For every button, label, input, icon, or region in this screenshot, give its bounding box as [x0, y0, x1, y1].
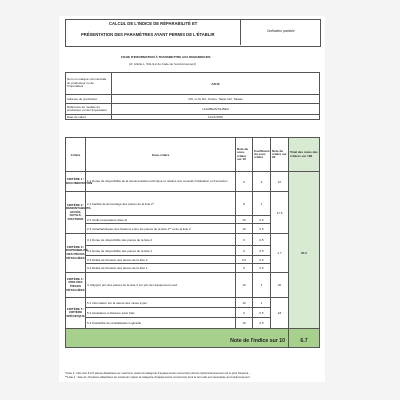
subcriterion-coef: 0.5 — [253, 318, 271, 329]
intro-line1: FICHE D'INFORMATION À TRANSMETTRE AUX DEMANDEURS — [121, 55, 211, 59]
subcriterion-note: 8 — [236, 192, 253, 216]
subcriterion-note: 3.5 — [236, 256, 253, 264]
subcriterion-note: 10 — [236, 273, 253, 298]
total-value: 67.2 — [301, 251, 307, 255]
subcriterion-coef: 0.5 — [253, 234, 271, 246]
subcriterion-label: 3.4 Délais de livraison des pièces de la liste 1 — [86, 264, 236, 273]
subcriterion-label: 3.2 Durée de disponibilité des pièces de la liste 1 — [86, 246, 236, 256]
info-row — [66, 73, 320, 95]
header-crit-score: Note du critère sur 20 — [271, 138, 289, 172]
info-value: ASUS — [112, 73, 320, 95]
footnote-1: *Liste 2 : liste des 3 à 5 pièces détachées au maximum (selon la catégorie d'équipements concernés) dont le dysfonctionnement est le plus fréquent... — [65, 372, 251, 375]
header-divider — [240, 19, 241, 45]
header-total: Total des notes des critères sur 100 — [289, 138, 320, 172]
subcriterion-label: 2.3 Caractéristiques des fixations entre les pièces de la liste 1** et de la liste 2 — [86, 224, 236, 234]
criterion-name: CRITÈRE 3 : DISPONIBILITÉ DES PIÈCES DÉTACHÉES — [66, 234, 86, 273]
header-coef: Coefficient du sous critère — [253, 138, 271, 172]
table-row — [66, 273, 320, 298]
subcriterion-label: 3.3 Délais de livraison des pièces de la liste 2 — [86, 256, 236, 264]
intro-line2: (cf. Article L. 541-9-2 du Code de l'environnement) — [129, 62, 196, 66]
device-type: Ordinateur portable — [267, 29, 295, 33]
footer-label: Note de l'indice sur 10 — [230, 338, 285, 344]
info-row — [66, 115, 320, 120]
criterion-name: CRITÈRE 1 : DOCUMENTATION — [66, 172, 86, 192]
document-page — [59, 16, 325, 382]
subcriterion-label: 5.3 Possibilité de réinitialisation logicielle — [86, 318, 236, 329]
table-row — [66, 172, 320, 192]
subcriterion-coef: 0.5 — [253, 308, 271, 318]
total-cell — [289, 172, 320, 329]
subcriterion-note: 5 — [236, 172, 253, 192]
subcriterion-label: 2.1 Facilité de démontage des pièces de la liste 2* — [86, 192, 236, 216]
header-title-line2: PRÉSENTATION DES PARAMÈTRES AYANT PERMIS DE L'ÉTABLIR — [81, 32, 215, 37]
criterion-name: CRITÈRE 5 : CRITÈRE SPÉCIFIQUE — [66, 298, 86, 329]
info-table — [65, 72, 320, 120]
subcriterion-label: 4. Rapport prix des pièces de la liste 2 sur prix de l'équipement neuf — [86, 273, 236, 298]
criterion-score: 17.5 — [271, 192, 289, 234]
criterion-score: 1.7 — [271, 234, 289, 273]
subcriterion-coef: 1 — [253, 298, 271, 308]
subcriterion-coef: 2 — [253, 273, 271, 298]
subcriterion-note: 10 — [236, 298, 253, 308]
footer-label-cell — [66, 329, 289, 348]
criterion-score: 18 — [271, 298, 289, 329]
header-criterion: Critère — [66, 138, 86, 172]
subcriterion-coef: 0.5 — [253, 264, 271, 273]
footer-value: 6.7 — [300, 338, 308, 344]
subcriterion-note: 0 — [236, 246, 253, 256]
info-value: 12/21/2020 — [112, 115, 320, 120]
subcriterion-note: 0 — [236, 234, 253, 246]
footnote-2: **Liste 1 : liste de 10 pièces détachées au maximum (selon la catégorie d'équipements concernés) dont le bon état est nécessaire au fonctionnement — [65, 376, 250, 379]
score-table — [65, 137, 320, 348]
info-value: 115, Li-Te Rd., Peitou, Taipei 112, Taiwan — [112, 95, 320, 104]
subcriterion-coef: 1 — [253, 192, 271, 216]
table-row — [66, 298, 320, 308]
header-title-line1: CALCUL DE L'INDICE DE RÉPARABILITÉ ET — [109, 21, 198, 26]
subcriterion-note: 0 — [236, 264, 253, 273]
criterion-name: CRITÈRE 2 : DÉMONTABILITÉ, ACCÈS, OUTILS, FIXATIONS — [66, 192, 86, 234]
info-label: Nom ou marque commerciale du producteur ou de l'importateur — [66, 73, 112, 95]
criterion-score: 20 — [271, 273, 289, 298]
subcriterion-label: 5.1 Information sur la nature des mises à jour — [86, 298, 236, 308]
subcriterion-label: 5.2 Assistance à distance sans frais — [86, 308, 236, 318]
footer-value-cell — [289, 329, 320, 348]
subcriterion-coef: 0.5 — [253, 224, 271, 234]
subcriterion-coef: 0.5 — [253, 256, 271, 264]
subcriterion-label: 2.2 Outils nécessaires (liste 2) — [86, 216, 236, 224]
subcriterion-coef: 0.5 — [253, 246, 271, 256]
info-label: Référence du modèle du producteur ou de l'importateur — [66, 104, 112, 115]
info-row — [66, 104, 320, 115]
footer-row — [66, 329, 320, 348]
info-value: L14ABE2S/X415EO — [112, 104, 320, 115]
subcriterion-coef: 0.5 — [253, 216, 271, 224]
subcriterion-label: 1.1 Durée de disponibilité de la documentation technique et relative aux conseils d'utilisation et d'entretien — [86, 172, 236, 192]
table-row — [66, 192, 320, 216]
criterion-name: CRITÈRE 4 : PRIX DES PIÈCES DÉTACHÉES — [66, 273, 86, 298]
table-header-row — [66, 138, 320, 172]
header-note: Note du sous-critère sur 10 — [236, 138, 253, 172]
info-row — [66, 95, 320, 104]
subcriterion-note: 10 — [236, 224, 253, 234]
info-label: Adresse du producteur — [66, 95, 112, 104]
subcriterion-note: 10 — [236, 216, 253, 224]
subcriterion-label: 3.1 Durée de disponibilité des pièces de la liste 2 — [86, 234, 236, 246]
criterion-score: 10 — [271, 172, 289, 192]
subcriterion-note: 6 — [236, 308, 253, 318]
table-row — [66, 234, 320, 246]
subcriterion-note: 10 — [236, 318, 253, 329]
subcriterion-coef: 2 — [253, 172, 271, 192]
info-label: Date de calcul — [66, 115, 112, 120]
header-subcriterion: Sous-critère — [86, 138, 236, 172]
